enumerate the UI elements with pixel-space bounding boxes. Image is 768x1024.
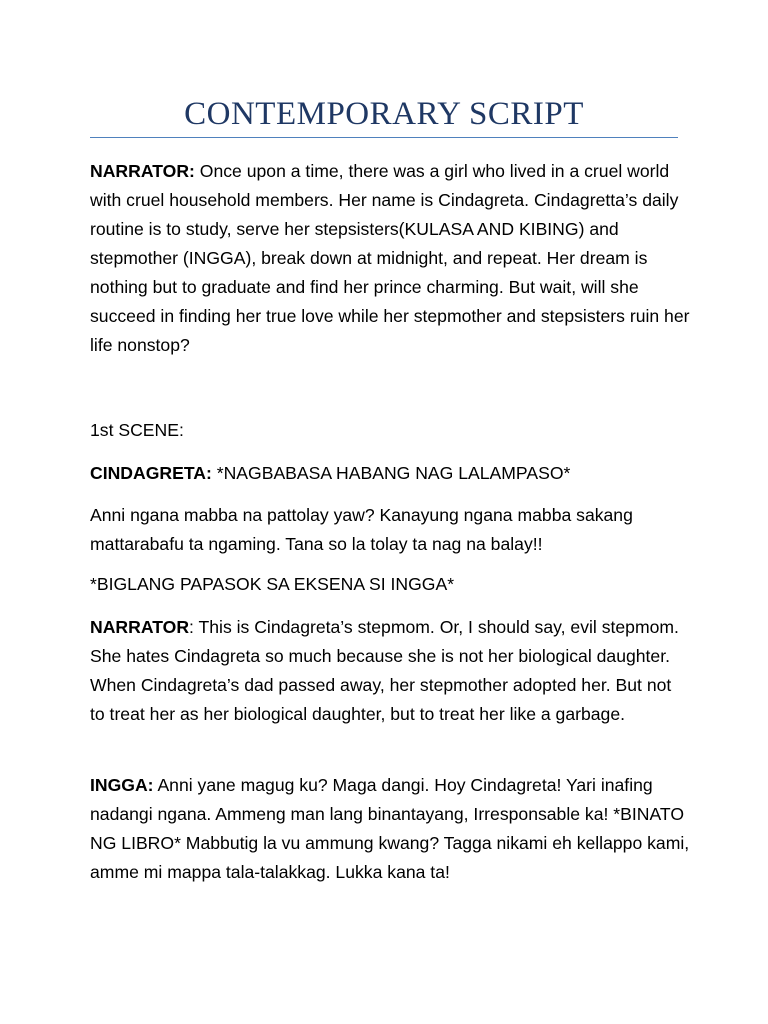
speaker-label: NARRATOR xyxy=(90,617,190,637)
narrator-paragraph xyxy=(90,157,690,360)
dialogue-text: : This is Cindagreta’s stepmom. Or, I should say, evil stepmom. She hates Cindagreta so much because she is not her biological daughter. When Cindagreta’s dad passed away, her stepmother adopted her. But not to treat her as her biological daughter, but to treat her like a garbage. xyxy=(90,617,679,724)
cindagreta-dialogue xyxy=(90,501,690,559)
speaker-label: CINDAGRETA: xyxy=(90,463,212,483)
scene-heading xyxy=(90,416,690,445)
speaker-label: INGGA: xyxy=(90,775,154,795)
ingga-dialogue xyxy=(90,771,690,887)
dialogue-text: Once upon a time, there was a girl who lived in a cruel world with cruel household members. Her name is Cindagreta. Cindagretta’s daily routine is to study, serve her stepsisters(KULASA AND KIBING) and stepmother (INGGA), break down at midnight, and repeat. Her dream is nothing but to graduate and find her prince charming. But wait, will she succeed in finding her true love while her stepmother and stepsisters ruin her life nonstop? xyxy=(90,161,690,355)
dialogue-text: Anni yane magug ku? Maga dangi. Hoy Cindagreta! Yari inafing nadangi ngana. Ammeng man lang binantayang, Irresponsable ka! *BINATO NG LIBRO* Mabbutig la vu ammung kwang? Tagga nikami eh kellappo kami, amme mi mappa tala-talakkag. Lukka kana ta! xyxy=(90,775,690,882)
narrator-paragraph-2 xyxy=(90,613,690,729)
stage-direction xyxy=(90,570,690,599)
speaker-label: NARRATOR: xyxy=(90,161,195,181)
page-title: CONTEMPORARY SCRIPT xyxy=(184,96,584,132)
dialogue-text: Anni ngana mabba na pattolay yaw? Kanayung ngana mabba sakang mattarabafu ta ngaming. Tana so la tolay ta nag na balay!! xyxy=(90,505,633,554)
cindagreta-stage-direction xyxy=(90,459,690,488)
title-divider xyxy=(90,137,678,138)
stage-direction-text: *NAGBABASA HABANG NAG LALAMPASO* xyxy=(211,463,571,483)
scene-heading-text: 1st SCENE: xyxy=(90,420,184,440)
stage-direction-text: *BIGLANG PAPASOK SA EKSENA SI INGGA* xyxy=(90,574,455,594)
